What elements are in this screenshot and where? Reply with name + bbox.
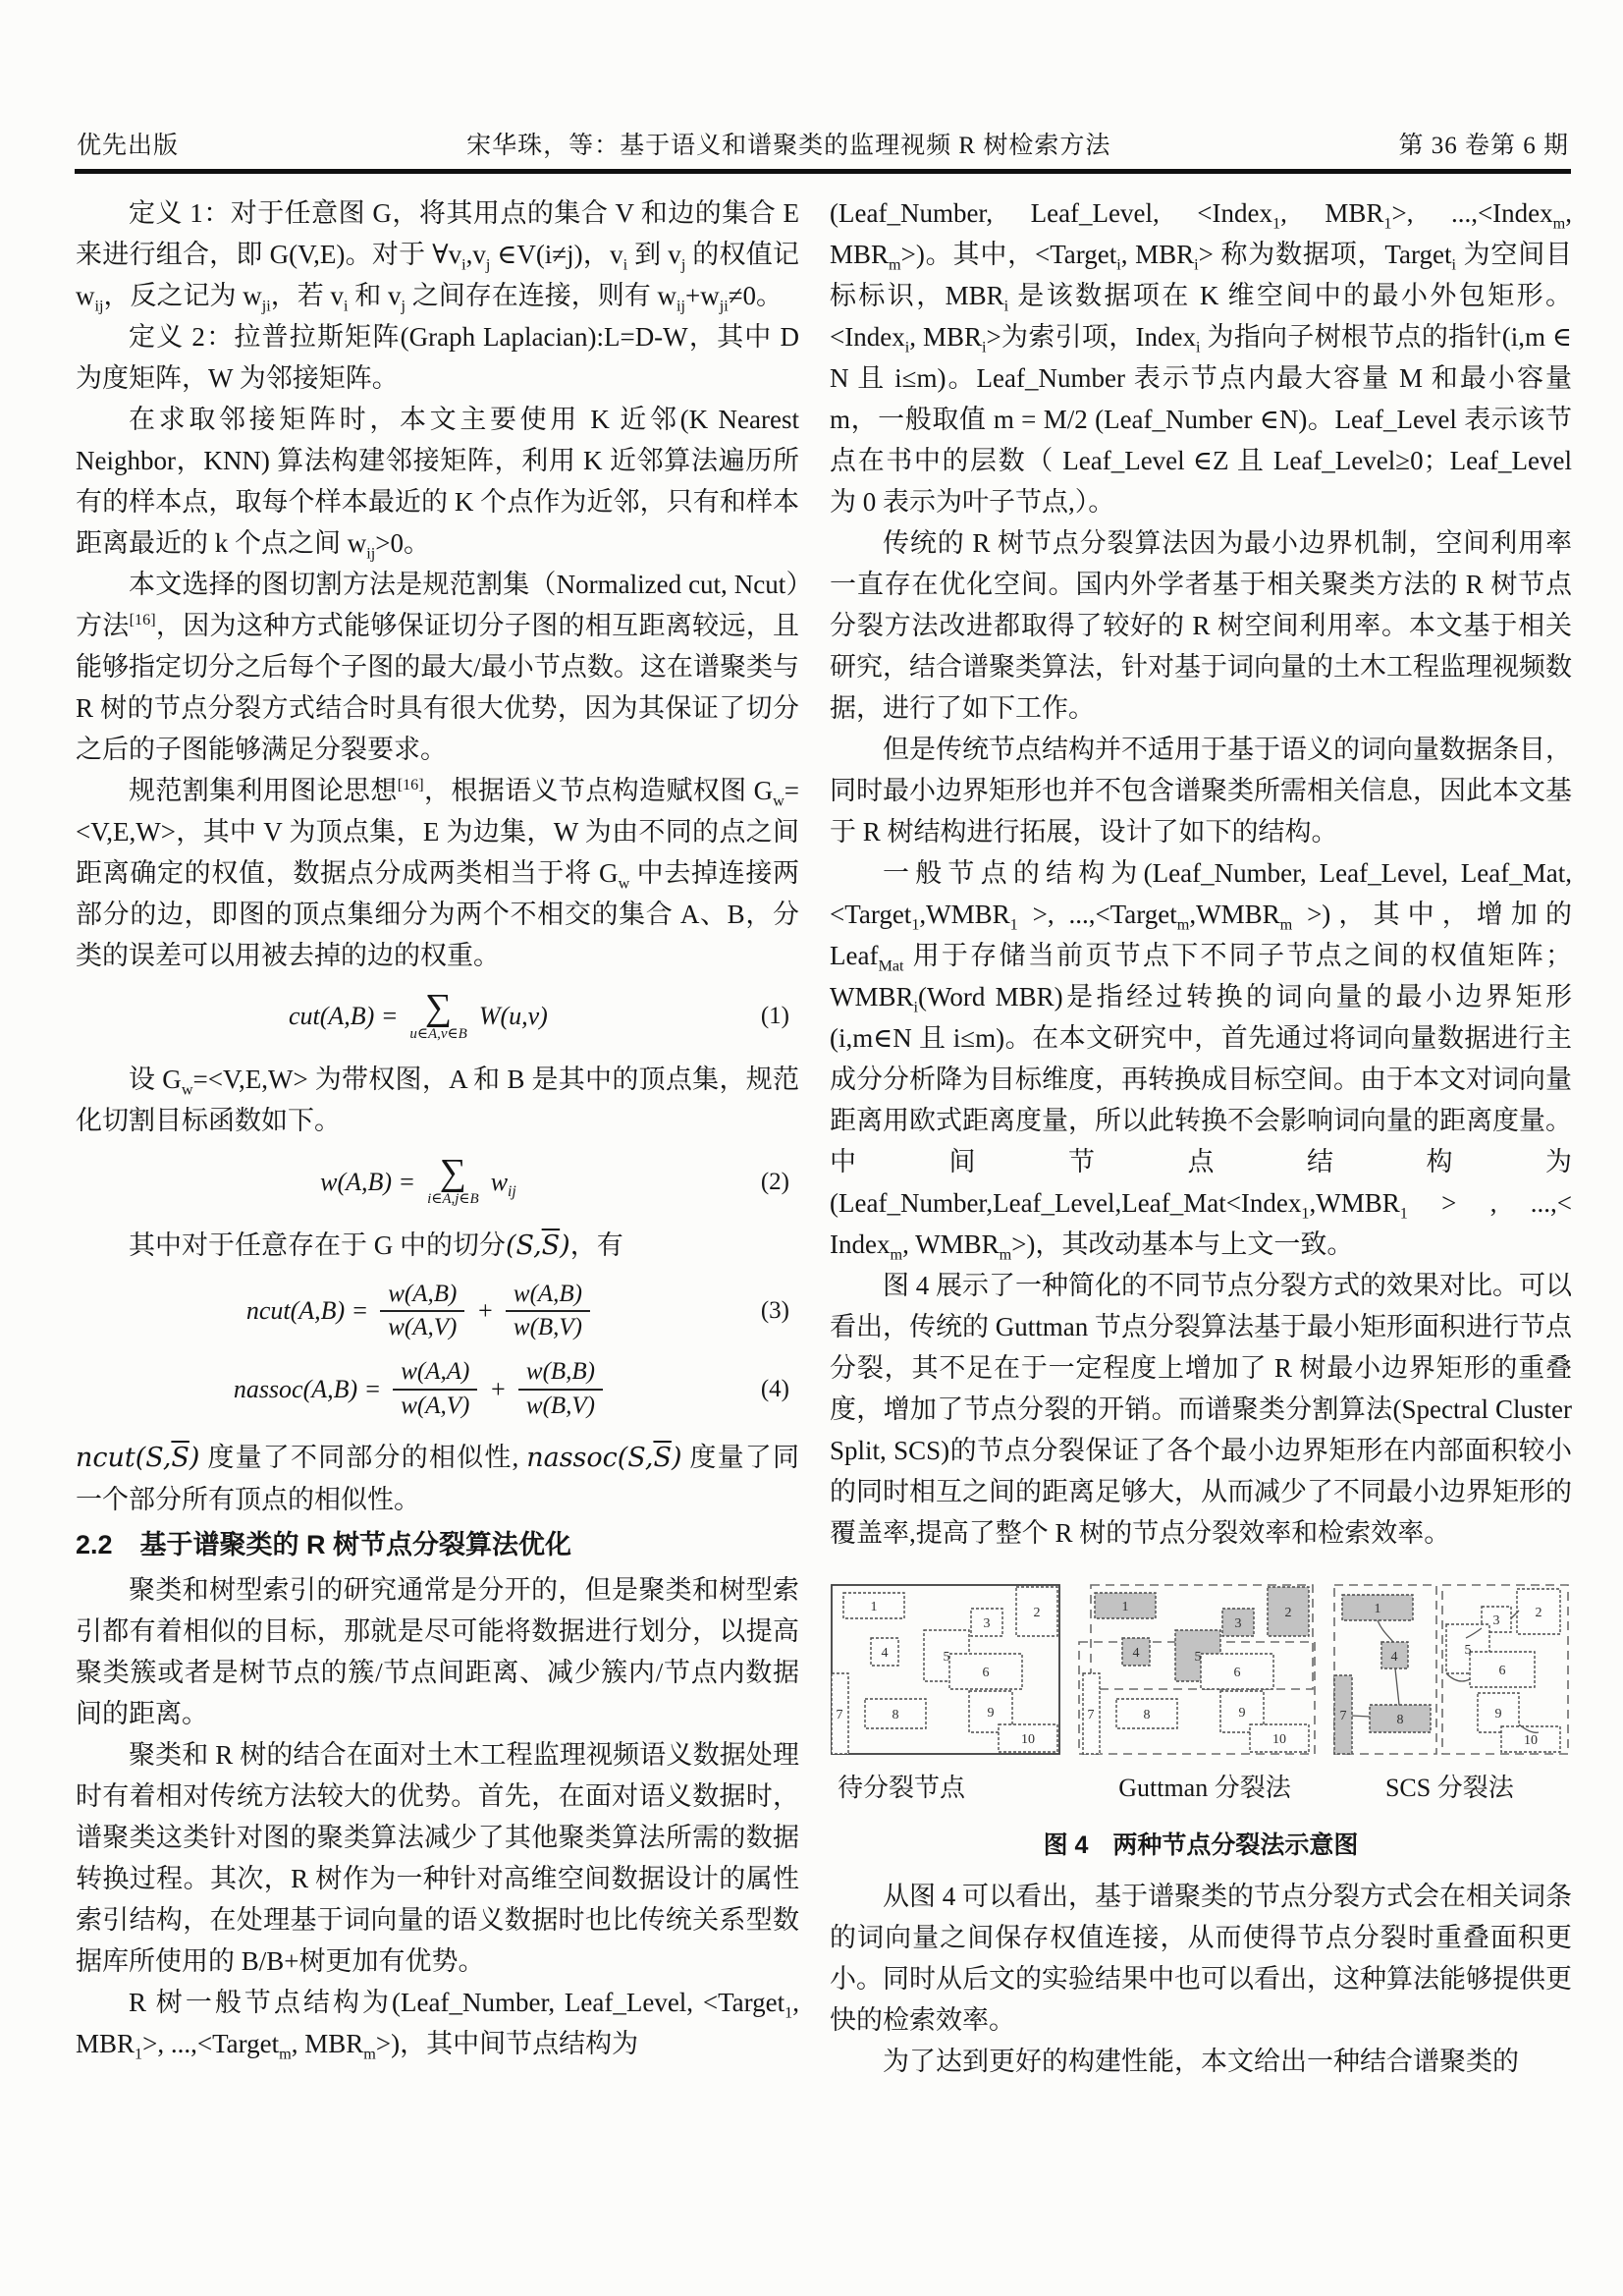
mbr-label: 2 xyxy=(1033,1606,1041,1620)
mbr-label: 8 xyxy=(1396,1713,1404,1727)
equation-number-1: (1) xyxy=(760,1003,789,1030)
figure-panel-guttman xyxy=(1079,1585,1315,1754)
formula-lhs: nassoc(A,B) = xyxy=(233,1374,382,1403)
summation-subscript: i∈A,j∈B xyxy=(427,1191,479,1208)
mbr-label: 9 xyxy=(1494,1707,1502,1722)
paragraph-weighted-graph: 规范割集利用图论思想[16]，根据语义节点构造赋权图 $G_w=<V,E,W>$，其中 V 为顶点集，E 为边集，W 为由不同的点之间距离确定的权值，数据点分成两类相当于将 $G_w$ 中去掉连接两部分的边，即图的顶点集细分为两个不相交的集合 A、B，分类的误差可以用被去掉的边的权重。 xyxy=(76,776,800,970)
panel-label-scs: SCS 分裂法 xyxy=(1384,1774,1514,1802)
mbr-label: 2 xyxy=(1535,1606,1542,1620)
section-heading-2-2 xyxy=(76,1524,799,1565)
fraction-2: $\frac{w(A,B)}{w(B,V)}$ xyxy=(506,1281,590,1343)
link-4-8 xyxy=(1395,1668,1399,1705)
paragraph-rtree-node-structure: R 树一般节点结构为(Leaf_Number, Leaf_Level, <Target$_1$, $MBR_1>$, ...,<Target$_m$, $MBR_m>$)，其中间节点结构为 xyxy=(76,1987,799,2063)
formula-nassoc xyxy=(76,1358,799,1421)
header-issue: 第 36 卷第 6 期 xyxy=(1398,133,1569,159)
paragraph-figure4-conclusion: 从图 4 可以看出，基于谱聚类的节点分裂方式会在相关词条的词向量之间保存权值连接，从而使得节点分裂时重叠面积更小。同时从后文的实验结果中也可以看出，这种算法能够提供更快的检索效率。 xyxy=(830,1882,1572,2035)
mbr-label: 6 xyxy=(1498,1664,1506,1678)
fraction-1: $\frac{w(A,A)}{w(A,V)}$ xyxy=(393,1358,477,1421)
formula-rhs: W(u,v) xyxy=(478,1002,548,1031)
figure-panel-original xyxy=(832,1585,1059,1754)
section-title: 基于谱聚类的 R 树节点分裂算法优化 xyxy=(139,1529,572,1559)
paragraph-build-performance: 为了达到更好的构建性能，本文给出一种结合谱聚类的 xyxy=(883,2047,1519,2076)
formula-cut xyxy=(76,987,799,1043)
mbr-label: 5 xyxy=(1194,1650,1202,1665)
paragraph-knn: 在求取邻接矩阵时，本文主要使用 K 近邻(K Nearest Neighbor，KNN) 算法构建邻接矩阵，利用 K 近邻算法遍历所有的样本点，取每个样本最近的 K 个点作为近邻，只有和样本距离最近的 k 个点之间 $w_{ij}>0$。 xyxy=(76,405,799,563)
mbr-label: 1 xyxy=(1121,1600,1129,1614)
sigma-icon: ∑ xyxy=(439,1152,466,1194)
mbr-label: 6 xyxy=(982,1666,990,1680)
mbr-label: 10 xyxy=(1524,1733,1538,1748)
paragraph-cluster-index: 聚类和树型索引的研究通常是分开的，但是聚类和树型索引都有着相似的目标，那就是尽可能将数据进行划分，以提高聚类簇或者是树节点的簇/节点间距离、减少簇内/节点内数据间的距离。 xyxy=(76,1574,799,1728)
link-1-4 xyxy=(1378,1620,1393,1642)
figure-4-canvas xyxy=(830,1581,1571,1758)
formula-nassoc-body xyxy=(76,1358,761,1421)
equation-number-4: (4) xyxy=(760,1375,789,1402)
figure-panel-scs xyxy=(1334,1585,1568,1754)
mbr-label: 10 xyxy=(1272,1732,1286,1747)
mbr-label: 4 xyxy=(1390,1650,1398,1665)
section-number: 2.2 xyxy=(76,1529,113,1559)
figure-caption: 图 4 两种节点分裂法示意图 xyxy=(1043,1831,1359,1859)
paragraph-figure4-discussion: 图 4 展示了一种简化的不同节点分裂方式的效果对比。可以看出，传统的 Guttman 节点分裂算法基于最小矩形面积进行节点分裂，其不足在于一定程度上增加了 R 树最小边界矩形的重叠度，增加了节点分裂的开销。而谱聚类分割算法(Spectral Cluster Split, SCS)的节点分裂保证了各个最小边界矩形在内部面积较小的同时相互之间的距离足够大，从而减少了不同最小边界矩形的覆盖率,提高了整个 R 树的节点分裂效率和检索效率。 xyxy=(830,1271,1572,1548)
mbr-label: 1 xyxy=(1374,1602,1381,1616)
mbr-label: 3 xyxy=(983,1616,991,1631)
fraction-1: $\frac{w(A,B)}{w(A,V)}$ xyxy=(380,1281,464,1343)
left-column xyxy=(76,192,799,2064)
sigma-icon: ∑ xyxy=(425,987,453,1028)
mbr-label: 9 xyxy=(1238,1706,1246,1721)
mbr-label: 7 xyxy=(1087,1708,1095,1722)
mbr-label: 9 xyxy=(987,1706,995,1721)
mbr-label: 7 xyxy=(836,1708,843,1722)
formula-ncut xyxy=(76,1281,799,1343)
mbr-label: 8 xyxy=(892,1708,899,1722)
mbr-label: 8 xyxy=(1143,1708,1151,1722)
figure-panel-labels xyxy=(830,1768,1572,1809)
link-5-6 xyxy=(1446,1673,1470,1681)
right-column xyxy=(830,192,1572,2082)
plus-operator: + xyxy=(489,1374,507,1403)
formula-lhs: w(A,B) = xyxy=(320,1167,416,1196)
formula-cut-body xyxy=(76,987,761,1043)
header-running-title: 宋华珠，等：基于语义和谱聚类的监理视频 R 树检索方法 xyxy=(466,133,1111,159)
mbr-label: 5 xyxy=(1464,1643,1472,1658)
equation-number-2: (2) xyxy=(760,1168,789,1195)
mbr-label: 10 xyxy=(1021,1732,1035,1747)
mbr-label: 6 xyxy=(1233,1666,1241,1680)
paragraph-general-node-structure: 一般节点的结构为(Leaf_Number, Leaf_Level, Leaf_Mat, $<Target_1,WMBR_1$ >, $...,<Target_m,WMBR_m$ >)，其中，增加的 Leaf$_{Mat}$ 用于存储当前页节点下不同子节点之间的权值矩阵；$WMBR_i(Word$ MBR)是指经过转换的词向量的最小边界矩形(i,m∈N 且 i≤m)。在本文研究中，首先通过将词向量数据进行主成分分析降为目标维度，再转换成目标空间。由于本文对词向量距离用欧式距离度量，所以此转换不会影响词向量的距离度量。中间节点结构为($Leaf\_Number,Leaf\_Level,Leaf\_Mat<Index_1,WMBR_1$ > , ...,< Index$_m$, $WMBR_m>$)，其改动基本与上文一致。 xyxy=(830,858,1572,1264)
mbr-label: 1 xyxy=(870,1600,878,1614)
panel-label-guttman: Guttman 分裂法 xyxy=(1118,1774,1291,1802)
paragraph-traditional-split: 传统的 R 树节点分裂算法因为最小边界机制，空间利用率一直存在优化空间。国内外学者基于相关聚类方法的 R 树节点分裂方法改进都取得了较好的 R 树空间利用率。本文基于相关研究，结合谱聚类算法，针对基于词向量的土木工程监理视频数据，进行了如下工作。 xyxy=(830,528,1572,723)
paragraph-structure-extension: 但是传统节点结构并不适用于基于语义的词向量数据条目，同时最小边界矩形也并不包含谱聚类所需相关信息，因此本文基于 R 树结构进行拓展，设计了如下的结构。 xyxy=(830,735,1572,847)
paragraph-ncut-method: 本文选择的图切割方法是规范割集（Normalized cut, Ncut）方法[16]，因为这种方式能够保证切分子图的相互距离较远，且能够指定切分之后每个子图的最大/最小节点数。这在谱聚类与 R 树的节点分裂方式结合时具有很大优势，因为其保证了切分之后的子图能够满足分裂要求。 xyxy=(76,570,800,764)
mbr-label: 3 xyxy=(1492,1613,1500,1628)
plus-operator: + xyxy=(476,1296,494,1326)
link-7-8 xyxy=(1352,1716,1370,1717)
paragraph-definition-1: 定义 1：对于任意图 G，将其用点的集合 V 和边的集合 E 来进行组合，即 G(V,E)。对于 $\forall v_i,v_j$ ∈V(i≠j)，$v_i$ 到 $v_j$ 的权值记 $w_{ij}$，反之记为 $w_{ji}$，若 $v_i$ 和 $v_j$ 之间存在连接，则有 $w_{ij}+w_{ji}\ne 0$。 xyxy=(76,198,800,315)
paragraph-cut-s: 其中对于任意存在于 G 中的切分$(S,\overline{S})$，有 xyxy=(129,1230,623,1261)
equation-number-3: (3) xyxy=(760,1297,789,1325)
mbr-label: 5 xyxy=(943,1650,950,1665)
formula-ncut-body xyxy=(76,1281,761,1343)
mbr-label: 2 xyxy=(1284,1606,1292,1620)
summation-subscript: u∈A,v∈B xyxy=(409,1026,467,1043)
paragraph-similarity: $ncut(S,\overline{S})$ 度量了不同部分的相似性, $nassoc(S,\overline{S})$ 度量了同一个部分所有顶点的相似性。 xyxy=(76,1442,800,1514)
paragraph-weighted-graph-def: 设 $G_w=<V,E,W>$ 为带权图，A 和 B 是其中的顶点集，规范化切割目标函数如下。 xyxy=(76,1065,799,1136)
mbr-label: 3 xyxy=(1234,1616,1242,1631)
paragraph-cluster-rtree-advantage: 聚类和 R 树的结合在面对土木工程监理视频语义数据处理时有着相对传统方法较大的优势。首先，在面对语义数据时，谱聚类这类针对图的聚类算法减少了其他聚类算法所需的数据转换过程。其次，R 树作为一种针对高维空间数据设计的属性索引结构，在处理基于词向量的语义数据时也比传统关系型数据库所使用的 B/B+树更加有优势。 xyxy=(76,1739,799,1976)
summation xyxy=(427,1152,479,1208)
fraction-2: $\frac{w(B,B)}{w(B,V)}$ xyxy=(518,1358,603,1421)
panel-label-original: 待分裂节点 xyxy=(838,1774,966,1802)
mbr-label: 7 xyxy=(1339,1709,1347,1723)
mbr-label: 4 xyxy=(1132,1646,1140,1661)
header-publication-status: 优先出版 xyxy=(77,133,180,159)
paragraph-definition-2: 定义 2：拉普拉斯矩阵(Graph Laplacian):L=D-W，其中 D 为度矩阵，W 为邻接矩阵。 xyxy=(76,322,799,393)
paragraph-node-structure-cont: (Leaf_Number, Leaf_Level, <Index$_1$, $MBR_1>$, ...,<Index$_m$, $MBR_m>$)。其中，<Target$_i$, $MBR_i>$ 称为数据项，Target$_i$ 为空间目标标识，$MBR_i$ 是该数据项在 K 维空间中的最小外包矩形。<Index$_i$, $MBR_i>$为索引项，Index$_i$ 为指向子树根节点的指针(i,m ∈ N 且 i≤m)。Leaf_Number 表示节点内最大容量 M 和最小容量 m，一般取值 m = M/2 (Leaf_Number ∈N)。Leaf_Level 表示该节点在书中的层数（ Leaf_Level ∈Z 且 Leaf_Level≥0；Leaf_Level 为 0 表示为叶子节点,）。 xyxy=(830,198,1573,517)
formula-w-body xyxy=(76,1152,761,1208)
formula-rhs: $w_{ij}$ xyxy=(490,1167,516,1200)
header-rule xyxy=(75,169,1571,174)
formula-lhs: cut(A,B) = xyxy=(288,1002,399,1031)
page-header xyxy=(77,126,1569,161)
formula-w xyxy=(76,1152,799,1208)
mbr-label: 4 xyxy=(881,1646,889,1661)
summation xyxy=(409,987,467,1043)
formula-lhs: ncut(A,B) = xyxy=(245,1296,369,1326)
figure-4 xyxy=(830,1581,1572,1866)
